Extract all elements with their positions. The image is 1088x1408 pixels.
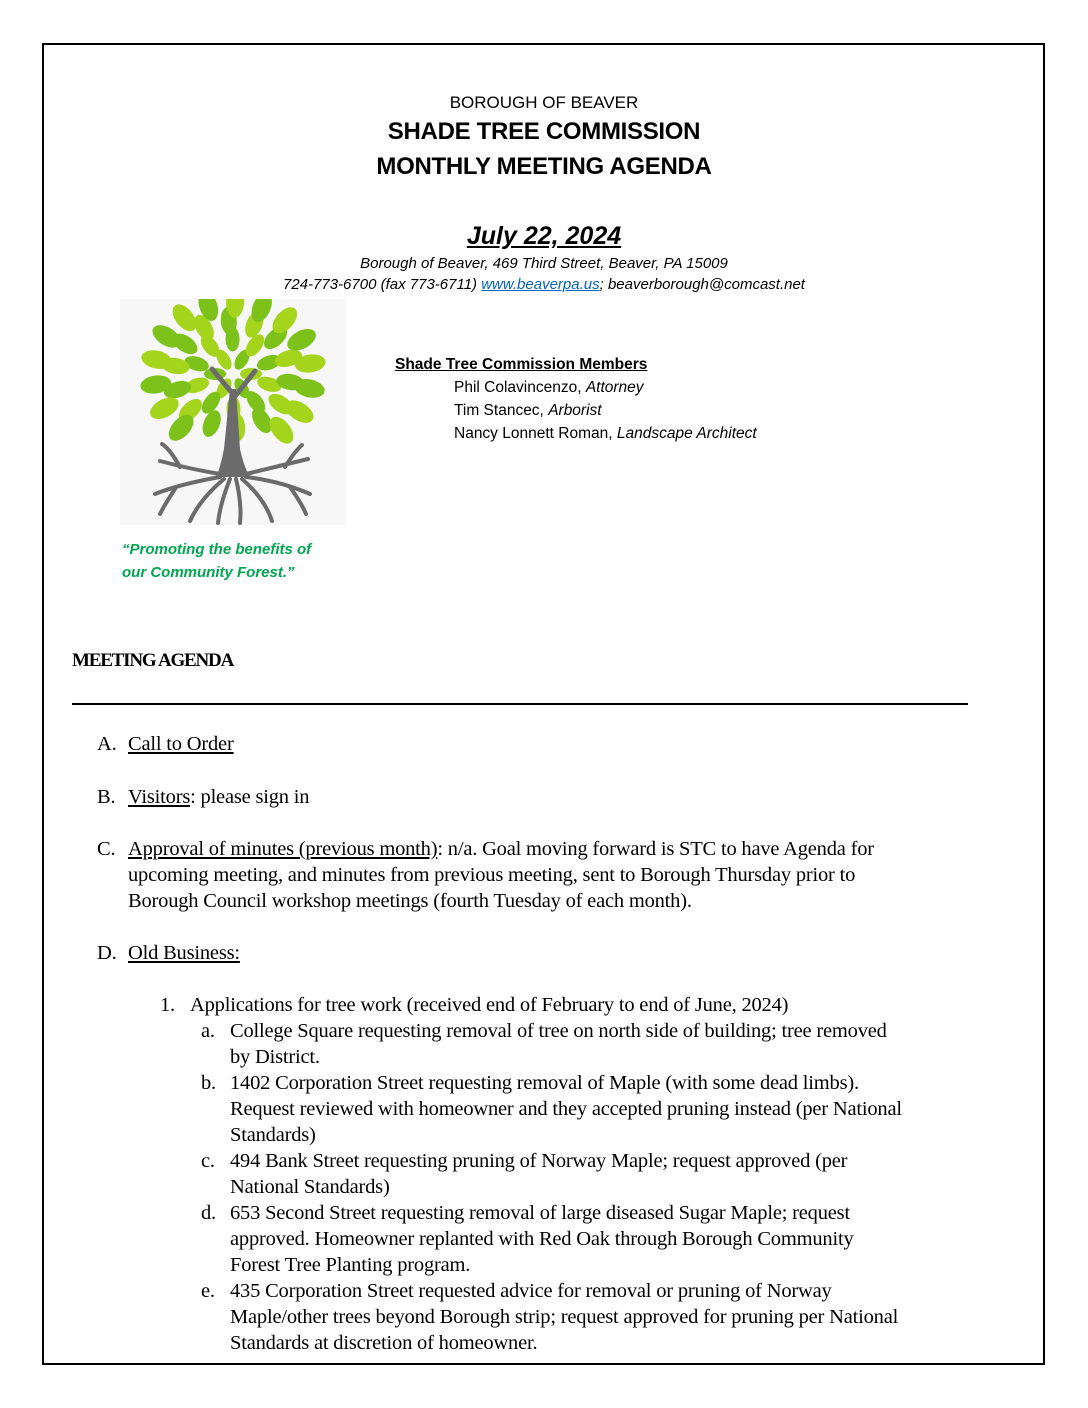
sub-item-text: Forest Tree Planting program.	[230, 1254, 471, 1276]
logo-tagline	[122, 538, 362, 584]
organization-name: BOROUGH OF BEAVER	[449, 93, 639, 112]
member-name: Phil Colavincenzo,	[454, 379, 586, 396]
item-text: Borough Council workshop meetings (fourth Tuesday of each month).	[128, 890, 692, 912]
tagline-line-2: our Community Forest.”	[122, 564, 295, 581]
sub-item-text: approved. Homeowner replanted with Red Oak through Borough Community	[230, 1228, 854, 1250]
sub-item-text: 435 Corporation Street requested advice for removal or pruning of Norway	[230, 1280, 832, 1302]
item-title: Approval of minutes (previous month)	[128, 838, 438, 860]
sub-item-text: National Standards)	[230, 1176, 390, 1198]
member-item	[454, 425, 757, 443]
website-link[interactable]: www.beaverpa.us	[481, 276, 600, 293]
commission-title: SHADE TREE COMMISSION	[387, 118, 701, 145]
horizontal-divider	[72, 703, 968, 705]
sub-item-text: Standards at discretion of homeowner.	[230, 1332, 538, 1354]
document-title: MONTHLY MEETING AGENDA	[376, 153, 712, 180]
sub-item-text: 653 Second Street requesting removal of large diseased Sugar Maple; request	[230, 1202, 850, 1224]
member-item	[454, 379, 644, 397]
contact-line	[0, 276, 1088, 293]
member-name: Tim Stancec,	[454, 402, 549, 419]
sub-item-label: e.	[201, 1280, 215, 1302]
item-label: B.	[97, 786, 116, 808]
members-heading: Shade Tree Commission Members	[395, 356, 648, 373]
item-title: Old Business:	[128, 942, 240, 964]
member-role: Landscape Architect	[616, 425, 757, 442]
sub-item-text: 494 Bank Street requesting pruning of Norway Maple; request approved (per	[230, 1150, 848, 1172]
item-title: Visitors	[128, 786, 191, 808]
leaf-shape	[199, 408, 224, 440]
sub-item-text: 1402 Corporation Street requesting removal of Maple (with some dead limbs).	[230, 1072, 859, 1094]
separator: ;	[599, 276, 608, 293]
tree-with-roots-icon	[120, 299, 346, 525]
item-title: Call to Order	[128, 733, 234, 755]
sub-item-label: c.	[201, 1150, 215, 1172]
item-label: A.	[97, 733, 117, 755]
tagline-line-1: “Promoting the benefits of	[122, 541, 312, 558]
phone-fax: 724-773-6700 (fax 773-6711)	[283, 276, 482, 293]
member-name: Nancy Lonnett Roman,	[454, 425, 617, 442]
address: Borough of Beaver, 469 Third Street, Beaver, PA 15009	[360, 255, 728, 272]
member-item	[454, 402, 602, 420]
item-label: D.	[97, 942, 117, 964]
item-label: 1.	[160, 994, 175, 1016]
sub-item-text: by District.	[230, 1046, 320, 1068]
sub-item-label: d.	[201, 1202, 216, 1224]
item-label: C.	[97, 838, 116, 860]
email-address: beaverborough@comcast.net	[607, 276, 805, 293]
item-text: upcoming meeting, and minutes from previous meeting, sent to Borough Thursday prior to	[128, 864, 856, 886]
sub-item-label: b.	[201, 1072, 216, 1094]
member-role: Arborist	[548, 402, 602, 419]
item-text: : please sign in	[190, 786, 310, 808]
agenda-heading: MEETING AGENDA	[72, 650, 234, 671]
tree-logo	[120, 299, 346, 525]
item-text: Applications for tree work (received end of February to end of June, 2024)	[190, 994, 789, 1016]
member-role: Attorney	[585, 379, 644, 396]
sub-item-text: College Square requesting removal of tree on north side of building; tree removed	[230, 1020, 887, 1042]
item-text: : n/a. Goal moving forward is STC to have Agenda for	[437, 838, 874, 860]
meeting-date: July 22, 2024	[466, 222, 622, 250]
sub-item-label: a.	[201, 1020, 215, 1042]
sub-item-text: Standards)	[230, 1124, 316, 1146]
sub-item-text: Request reviewed with homeowner and they accepted pruning instead (per National	[230, 1098, 902, 1120]
sub-item-text: Maple/other trees beyond Borough strip; request approved for pruning per National	[230, 1306, 899, 1328]
